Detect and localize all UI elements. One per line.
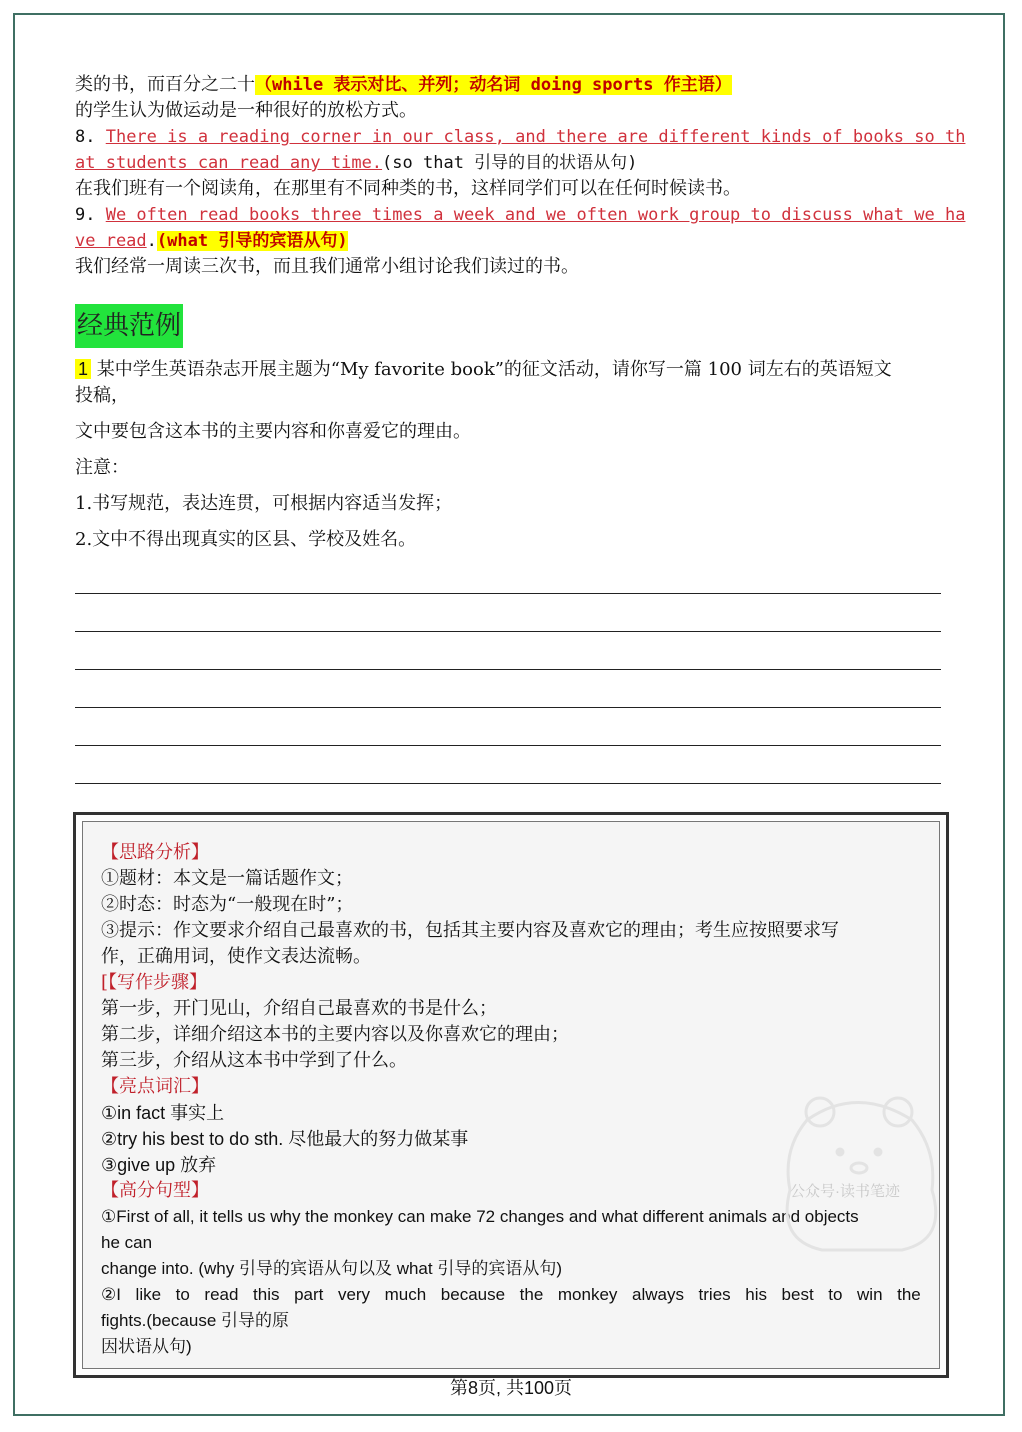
text-line <box>75 72 947 98</box>
sentence-heading: 【高分句型】 <box>101 1180 209 1201</box>
sentence-pattern: change into. (why 引导的宾语从句以及 what 引导的宾语从句) <box>101 1259 562 1278</box>
document-body <box>75 72 966 784</box>
task-note-label: 注意： <box>75 457 129 478</box>
word: ②I <box>101 1285 121 1304</box>
word: much <box>384 1285 427 1304</box>
steps-heading: [【写作步骤】 <box>101 972 208 993</box>
period: . <box>146 231 157 251</box>
step-item: 第二步，详细介绍这本书的主要内容以及你喜欢它的理由； <box>101 1024 569 1045</box>
example-8-cont <box>75 150 947 176</box>
word: this <box>253 1285 280 1304</box>
task-requirement: 文中要包含这本书的主要内容和你喜爱它的理由。 <box>75 421 471 442</box>
analysis-item: ②时态：时态为“一般现在时”； <box>101 894 354 915</box>
word: the <box>897 1285 921 1304</box>
grammar-note: (so that 引导的目的状语从句) <box>382 153 638 173</box>
word: always <box>631 1285 684 1304</box>
watermark-text: 公众号·读书笔迹 <box>790 1183 900 1200</box>
english-sentence: There is a reading corner in our class, and there are different kinds of books so th <box>105 127 966 147</box>
writing-line[interactable] <box>75 746 941 784</box>
english-sentence: We often read books three times a week and we often work group to discuss what we ha <box>105 205 966 225</box>
section-title: 经典范例 <box>75 304 183 348</box>
item-number: 9. <box>75 205 106 225</box>
word: part <box>294 1285 324 1304</box>
text-line: 的学生认为做运动是一种很好的放松方式。 <box>75 100 417 121</box>
writing-line[interactable] <box>75 708 941 746</box>
word: the <box>519 1285 544 1304</box>
writing-line[interactable] <box>75 594 941 632</box>
task-rule: 2.文中不得出现真实的区县、学校及姓名。 <box>75 529 417 550</box>
task-text: 某中学生英语杂志开展主题为“My favorite book”的征文活动，请你写一篇 100 词左右的英语短文 <box>91 359 892 380</box>
text: 类的书，而百分之二十 <box>75 74 255 95</box>
item-number: 8. <box>75 127 106 147</box>
sentence-pattern: fights.(because 引导的原 <box>101 1311 290 1330</box>
step-item: 第一步，开门见山，介绍自己最喜欢的书是什么； <box>101 998 497 1019</box>
vocab-item: ②try his best to do sth. 尽他最大的努力做某事 <box>101 1129 469 1149</box>
task-rule: 1.书写规范，表达连贯，可根据内容适当发挥； <box>75 493 453 514</box>
example-9-cont <box>75 228 947 254</box>
bear-watermark-icon <box>762 1090 962 1260</box>
writing-lines <box>75 556 947 784</box>
word: best <box>781 1285 814 1304</box>
example-9 <box>75 202 966 228</box>
sentence-pattern: he can <box>101 1233 153 1252</box>
english-sentence: ve read <box>75 231 147 251</box>
grammar-note: (what 引导的宾语从句) <box>156 231 348 251</box>
analysis-item: ①题材：本文是一篇话题作文； <box>101 868 353 889</box>
word: like <box>135 1285 162 1304</box>
writing-line[interactable] <box>75 556 941 594</box>
analysis-item: ③提示：作文要求介绍自己最喜欢的书，包括其主要内容及喜欢它的理由；考生应按照要求写 <box>101 920 839 941</box>
task-text-cont: 投稿， <box>75 385 129 406</box>
word: to <box>175 1285 190 1304</box>
page-number: 第8页, 共100页 <box>449 1378 573 1398</box>
word: read <box>204 1285 239 1304</box>
word: his <box>745 1285 767 1304</box>
example-8 <box>75 124 966 150</box>
word: win <box>857 1285 883 1304</box>
vocab-heading: 【亮点词汇】 <box>101 1076 209 1097</box>
word: to <box>828 1285 843 1304</box>
english-sentence: at students can read any time. <box>75 153 383 173</box>
chinese-translation: 我们经常一周读三次书，而且我们通常小组讨论我们读过的书。 <box>75 256 579 277</box>
word: tries <box>698 1285 731 1304</box>
sentence-pattern: ①First of all, it tells us why the monkey can make 72 changes and what different animals and objects <box>101 1207 859 1226</box>
step-item: 第三步，介绍从这本书中学到了什么。 <box>101 1050 407 1071</box>
writing-line[interactable] <box>75 632 941 670</box>
analysis-heading: 【思路分析】 <box>101 842 209 863</box>
analysis-item: 作，正确用词，使作文表达流畅。 <box>101 946 371 967</box>
vocab-item: ③give up 放弃 <box>101 1155 217 1175</box>
task-number: 1 <box>75 359 91 379</box>
sentence-pattern: 因状语从句) <box>101 1337 192 1356</box>
sentence-pattern <box>101 1282 921 1308</box>
writing-line[interactable] <box>75 670 941 708</box>
word: very <box>337 1285 371 1304</box>
chinese-translation: 在我们班有一个阅读角，在那里有不同种类的书，这样同学们可以在任何时候读书。 <box>75 178 741 199</box>
task-prompt <box>75 356 947 383</box>
vocab-item: ①in fact 事实上 <box>101 1103 225 1123</box>
word: monkey <box>557 1285 618 1304</box>
grammar-note: （while 表示对比、并列；动名词 doing sports 作主语） <box>255 75 732 95</box>
word: because <box>440 1285 506 1304</box>
